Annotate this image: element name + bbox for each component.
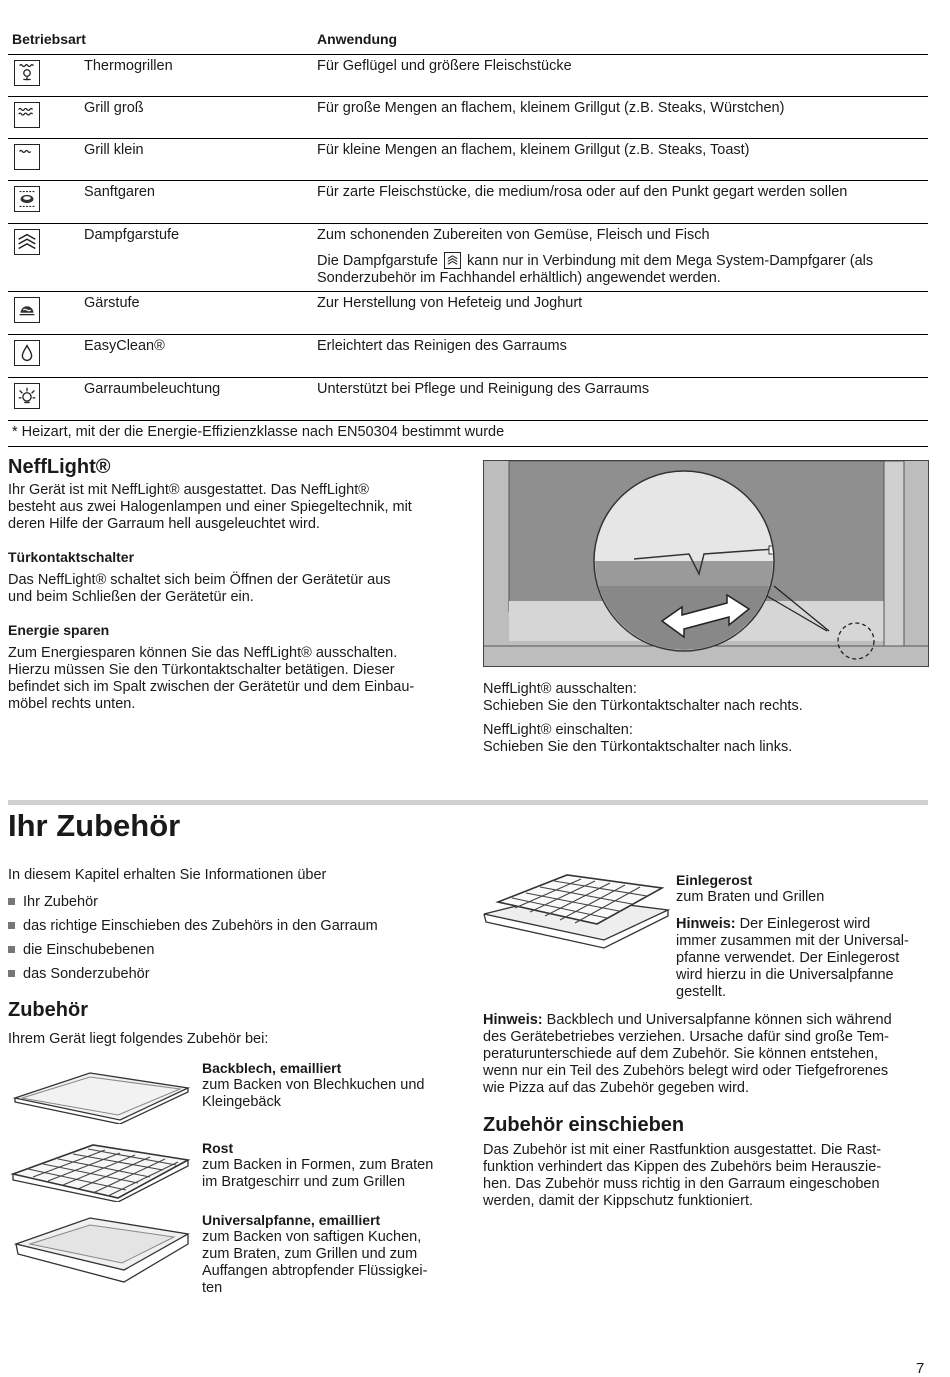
mode-name: Thermogrillen [84,58,173,74]
table-row [8,55,928,97]
energy-title: Energie sparen [8,622,110,638]
insert-rack-desc: zum Braten und Grillen [676,889,825,905]
table-footnote-row [8,421,928,447]
steam-icon [14,229,40,255]
grill-small-icon [14,144,40,170]
mode-name: Dampfgarstufe [84,227,180,243]
page-number: 7 [916,1360,925,1377]
slow-cook-icon [14,186,40,212]
list-item: das richtige Einschieben des Zubehörs in den Garraum [8,918,378,935]
thermogrill-icon [14,60,40,86]
steam-note: Die Dampfgarstufe kann nur in Verbindung mit dem Mega System-Dampfgarer (als Sonderzubehör im Fachhandel erhältlich) angewendet werden. [317,253,874,286]
grill-large-icon [14,102,40,128]
mode-use: Für kleine Mengen an flachem, kleinem Grillgut (z.B. Steaks, Toast) [317,142,750,158]
table-row [8,139,928,181]
proving-icon [14,297,40,323]
accessories-subtitle: Zubehör [8,999,88,1021]
baking-tray-image [10,1068,190,1124]
list-item: das Sonderzubehör [8,966,150,983]
insert-rack-image [482,870,672,950]
oven-light-icon [14,383,40,409]
table-row [8,378,928,421]
insert-accessories-text: Das Zubehör ist mit einer Rastfunktion ausgestattet. Die Rast- funktion verhindert das Kippen des Zubehörs beim Herauszie- hen. Das Zubehör muss richtig in den Garraum eingeschoben werden, damit der Kippschutz funktioniert. [483,1142,882,1209]
easyclean-icon [14,340,40,366]
mode-name: EasyClean® [84,338,165,354]
accessory-desc: zum Backen von Blechkuchen und Kleingebäck [202,1077,425,1110]
table-row [8,292,928,335]
header-mode: Betriebsart [12,31,86,47]
mode-use: Für Geflügel und größere Fleischstücke [317,58,572,74]
table-row [8,335,928,378]
list-item: Ihr Zubehör [8,894,98,911]
accessory-desc: zum Backen in Formen, zum Braten im Bratgeschirr und zum Grillen [202,1157,434,1190]
accessories-intro: Ihrem Gerät liegt folgendes Zubehör bei: [8,1031,269,1047]
mode-name: Sanftgaren [84,184,155,200]
list-item: die Einschubebenen [8,942,154,959]
table-footnote: * Heizart, mit der die Energie-Effizienzklasse nach EN50304 bestimmt wurde [12,424,505,440]
steam-icon [444,252,461,269]
nefflight-on-note: NeffLight® einschalten: Schieben Sie den Türkontaktschalter nach links. [483,722,793,755]
warping-hint: Hinweis: Backblech und Universalpfanne können sich während des Gerätebetriebes verziehen. Ursache dafür sind große Tem- peraturunterschiede auf dem Zubehör. Sie können entstehen, wenn nur ein Teil des Zubehörs belegt wird oder Tiefgefrorenes wie Pizza auf das Zubehör gegeben wird. [483,1012,892,1096]
insert-rack-hint: Hinweis: Der Einlegerost wird immer zusammen mit der Universal- pfanne verwendet. Der Einlegerost wird hierzu in die Universalpfanne gestellt. [676,916,909,1000]
operating-modes-table [8,28,928,447]
table-row [8,224,928,292]
insert-rack-name: Einlegerost [676,872,753,888]
door-switch-illustration [483,460,929,667]
universal-pan-image [12,1214,192,1284]
nefflight-off-note: NeffLight® ausschalten: Schieben Sie den Türkontaktschalter nach rechts. [483,681,803,714]
mode-name: Gärstufe [84,295,140,311]
table-row [8,97,928,139]
accessory-name: Rost [202,1140,234,1156]
accessory-name: Universalpfanne, emailliert [202,1212,381,1228]
mode-use: Unterstützt bei Pflege und Reinigung des Garraums [317,381,650,397]
accessories-chapter-title: Ihr Zubehör [8,808,181,843]
header-use: Anwendung [317,31,398,47]
nefflight-title: NeffLight® [8,456,111,478]
table-header [8,28,928,55]
section-divider [8,800,928,805]
accessory-desc: zum Backen von saftigen Kuchen, zum Braten, zum Grillen und zum Auffangen abtropfender Flüssigkei- ten [202,1229,428,1296]
energy-text: Zum Energiesparen können Sie das NeffLight® ausschalten. Hierzu müssen Sie den Türkontaktschalter betätigen. Dieser befindet sich im Spalt zwischen der Gerätetür und dem Einbau- möbel rechts unten. [8,645,415,712]
mode-use: Erleichtert das Reinigen des Garraums [317,338,567,354]
door-switch-text: Das NeffLight® schaltet sich beim Öffnen der Gerätetür aus und beim Schließen der Gerätetür ein. [8,572,391,605]
door-switch-title: Türkontaktschalter [8,549,135,565]
rack-image [8,1140,194,1202]
accessory-name: Backblech, emailliert [202,1060,342,1076]
mode-use: Zur Herstellung von Hefeteig und Joghurt [317,295,583,311]
mode-use: Für große Mengen an flachem, kleinem Grillgut (z.B. Steaks, Würstchen) [317,100,785,116]
mode-name: Grill klein [84,142,144,158]
mode-name: Garraumbeleuchtung [84,381,221,397]
mode-name: Grill groß [84,100,144,116]
insert-accessories-title: Zubehör einschieben [483,1114,685,1136]
nefflight-intro: Ihr Gerät ist mit NeffLight® ausgestattet. Das NeffLight® besteht aus zwei Halogenlampen und einer Spiegeltechnik, mit deren Hilfe der Garraum hell ausgeleuchtet wird. [8,482,412,532]
table-row [8,181,928,224]
mode-use: Für zarte Fleischstücke, die medium/rosa oder auf den Punkt gegart werden sollen [317,184,848,200]
chapter-intro: In diesem Kapitel erhalten Sie Informationen über [8,867,327,883]
mode-use: Zum schonenden Zubereiten von Gemüse, Fleisch und Fisch [317,227,710,243]
